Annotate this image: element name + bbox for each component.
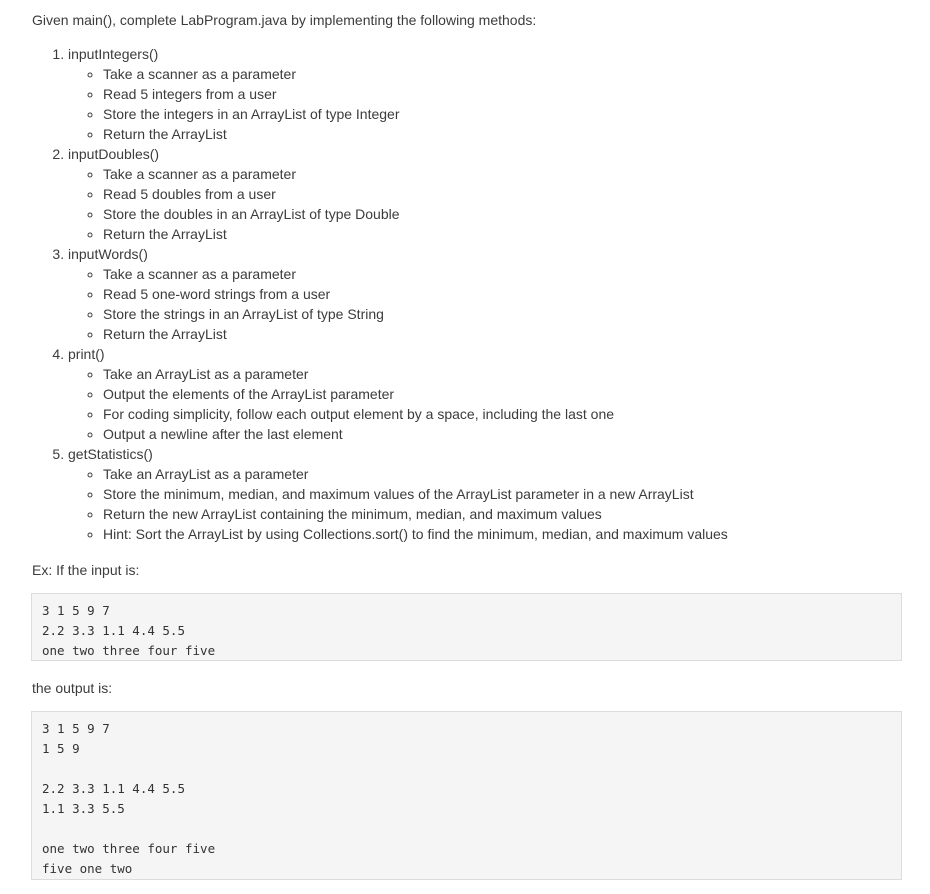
- method-step: ◦ Return the ArrayList: [103, 224, 728, 244]
- code-line: 2.2 3.3 1.1 4.4 5.5: [42, 781, 185, 796]
- method-step: ◦ For coding simplicity, follow each output element by a space, including the last one: [103, 404, 728, 424]
- method-steps: [68, 464, 728, 544]
- example-input-label: Ex: If the input is:: [32, 562, 140, 578]
- method-step: ◦ Store the strings in an ArrayList of type String: [103, 304, 728, 324]
- code-line: five one two: [42, 861, 133, 876]
- code-line: 3 1 5 9 7: [42, 603, 110, 618]
- code-line: [42, 819, 901, 839]
- method-name: print(): [68, 346, 105, 362]
- code-line: 3 1 5 9 7: [42, 721, 110, 736]
- intro-text: Given main(), complete LabProgram.java by implementing the following methods:: [32, 12, 537, 28]
- code-line: 2.2 3.3 1.1 4.4 5.5: [42, 623, 185, 638]
- method-step: ◦ Store the minimum, median, and maximum values of the ArrayList parameter in a new ArrayList: [103, 484, 728, 504]
- method-step: ◦ Take an ArrayList as a parameter: [103, 364, 728, 384]
- method-name: inputDoubles(): [68, 146, 160, 162]
- method-step: ◦ Return the ArrayList: [103, 124, 728, 144]
- code-line: 1 5 9: [42, 741, 80, 756]
- methods-list: [32, 44, 728, 544]
- method-steps: [68, 364, 728, 444]
- method-item: [68, 144, 728, 244]
- example-output-code: [31, 711, 902, 880]
- method-steps: [68, 164, 728, 244]
- method-name: inputIntegers(): [68, 46, 159, 62]
- method-step: ◦ Take a scanner as a parameter: [103, 64, 728, 84]
- method-item: [68, 244, 728, 344]
- method-steps: [68, 64, 728, 144]
- code-line: one two three four five: [42, 643, 216, 658]
- method-step: ◦ Take an ArrayList as a parameter: [103, 464, 728, 484]
- example-output-label: the output is:: [32, 680, 113, 696]
- method-step: ◦ Output the elements of the ArrayList parameter: [103, 384, 728, 404]
- code-line: 1.1 3.3 5.5: [42, 801, 125, 816]
- method-step: ◦ Output a newline after the last element: [103, 424, 728, 444]
- method-name: getStatistics(): [68, 446, 153, 462]
- method-step: ◦ Read 5 integers from a user: [103, 84, 728, 104]
- method-steps: [68, 264, 728, 344]
- method-item: [68, 444, 728, 544]
- example-input-code: [31, 593, 902, 661]
- method-step: ◦ Hint: Sort the ArrayList by using Collections.sort() to find the minimum, median, and maximum values: [103, 524, 728, 544]
- method-item: [68, 44, 728, 144]
- method-step: ◦ Return the ArrayList: [103, 324, 728, 344]
- code-line: one two three four five: [42, 841, 216, 856]
- method-step: ◦ Store the doubles in an ArrayList of type Double: [103, 204, 728, 224]
- method-name: inputWords(): [68, 246, 148, 262]
- method-step: ◦ Store the integers in an ArrayList of type Integer: [103, 104, 728, 124]
- code-line: [42, 759, 901, 779]
- method-step: ◦ Return the new ArrayList containing the minimum, median, and maximum values: [103, 504, 728, 524]
- method-step: ◦ Take a scanner as a parameter: [103, 264, 728, 284]
- method-item: [68, 344, 728, 444]
- method-step: ◦ Take a scanner as a parameter: [103, 164, 728, 184]
- method-step: ◦ Read 5 one-word strings from a user: [103, 284, 728, 304]
- method-step: ◦ Read 5 doubles from a user: [103, 184, 728, 204]
